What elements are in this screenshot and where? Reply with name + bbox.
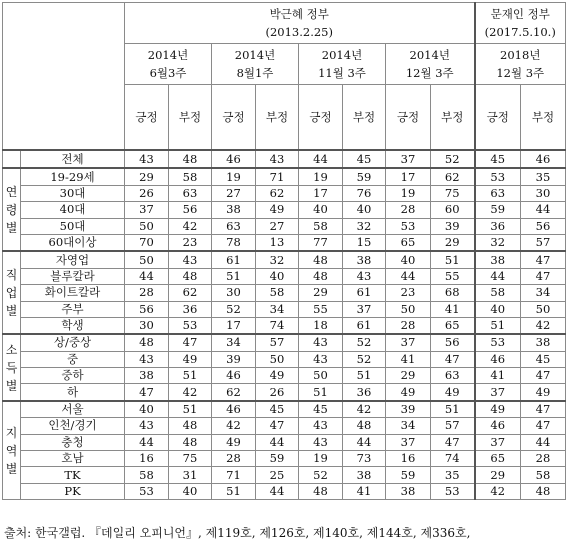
- negative-value: 49: [256, 202, 299, 218]
- gov-date: (2013.2.25): [265, 25, 333, 39]
- negative-value: 38: [343, 251, 386, 268]
- negative-value: 44: [256, 483, 299, 499]
- negative-value: 32: [343, 218, 386, 234]
- positive-value: 19: [299, 168, 343, 185]
- positive-value: 48: [125, 334, 169, 351]
- negative-value: 53: [431, 483, 475, 499]
- positive-value: 51: [475, 317, 521, 334]
- positive-value: 40: [386, 251, 431, 268]
- negative-value: 50: [521, 301, 566, 317]
- positive-value: 42: [475, 483, 521, 499]
- positive-value: 19: [212, 168, 256, 185]
- positive-value: 34: [212, 334, 256, 351]
- period-header: [386, 44, 475, 85]
- positive-value: 44: [475, 268, 521, 284]
- negative-value: 51: [343, 368, 386, 384]
- negative-value: 40: [343, 202, 386, 218]
- negative-value: 58: [521, 467, 566, 483]
- negative-value: 56: [169, 202, 212, 218]
- negative-value: 59: [343, 168, 386, 185]
- category-cell: 소 득 별: [3, 334, 21, 401]
- negative-value: 44: [343, 434, 386, 450]
- table-row: [3, 168, 566, 185]
- negative-value: 44: [521, 202, 566, 218]
- negative-value: 51: [431, 251, 475, 268]
- negative-value: 63: [431, 368, 475, 384]
- negative-value: 38: [343, 467, 386, 483]
- period-week: 12월 3주: [405, 66, 454, 80]
- category-cell: 지 역 별: [3, 401, 21, 500]
- gov-header-moon: [475, 3, 566, 44]
- negative-value: 36: [343, 384, 386, 401]
- negative-value: 63: [169, 185, 212, 201]
- positive-value: 19: [386, 185, 431, 201]
- row-label: 중: [21, 351, 125, 367]
- negative-value: 50: [256, 351, 299, 367]
- table-row: [3, 451, 566, 467]
- negative-value: 52: [431, 150, 475, 168]
- row-label: 블루칼라: [21, 268, 125, 284]
- positive-value: 65: [386, 234, 431, 251]
- negative-value: 58: [256, 285, 299, 301]
- negative-value: 73: [343, 451, 386, 467]
- positive-value: 48: [299, 251, 343, 268]
- negative-value: 56: [521, 218, 566, 234]
- negative-value: 57: [256, 334, 299, 351]
- positive-value: 43: [125, 351, 169, 367]
- period-header: [212, 44, 299, 85]
- negative-value: 47: [521, 368, 566, 384]
- negative-value: 49: [521, 384, 566, 401]
- positive-value: 49: [212, 434, 256, 450]
- negative-value: 47: [169, 334, 212, 351]
- negative-value: 48: [169, 150, 212, 168]
- row-label: 상/중상: [21, 334, 125, 351]
- negative-value: 47: [431, 434, 475, 450]
- row-label: 하: [21, 384, 125, 401]
- negative-value: 42: [169, 384, 212, 401]
- positive-value: 36: [475, 218, 521, 234]
- positive-value: 71: [212, 467, 256, 483]
- negative-value: 65: [431, 317, 475, 334]
- period-header: [299, 44, 386, 85]
- positive-value: 37: [386, 434, 431, 450]
- negative-value: 38: [521, 334, 566, 351]
- period-week: 11월 3주: [318, 66, 366, 80]
- period-header: [125, 44, 212, 85]
- negative-value: 31: [169, 467, 212, 483]
- row-label: 자영업: [21, 251, 125, 268]
- positive-value: 52: [212, 301, 256, 317]
- positive-value: 38: [475, 251, 521, 268]
- positive-value: 77: [299, 234, 343, 251]
- negative-value: 45: [521, 351, 566, 367]
- table-row: [3, 251, 566, 268]
- negative-value: 48: [169, 418, 212, 434]
- table-row: [3, 418, 566, 434]
- positive-value: 19: [299, 451, 343, 467]
- positive-value: 27: [212, 185, 256, 201]
- positive-value: 50: [386, 301, 431, 317]
- positive-value: 63: [212, 218, 256, 234]
- positive-value: 52: [299, 467, 343, 483]
- negative-value: 61: [343, 317, 386, 334]
- negative-value: 47: [256, 418, 299, 434]
- negative-value: 57: [431, 418, 475, 434]
- negative-value: 41: [343, 483, 386, 499]
- positive-value: 51: [299, 384, 343, 401]
- positive-value: 28: [212, 451, 256, 467]
- negative-value: 27: [256, 218, 299, 234]
- negative-value: 51: [431, 401, 475, 418]
- positive-value: 49: [475, 401, 521, 418]
- positive-value: 37: [475, 434, 521, 450]
- negative-value: 46: [521, 150, 566, 168]
- positive-value: 26: [125, 185, 169, 201]
- negative-value: 43: [256, 150, 299, 168]
- positive-value: 50: [125, 251, 169, 268]
- row-label: PK: [21, 483, 125, 499]
- negative-value: 62: [169, 285, 212, 301]
- negative-value: 35: [431, 467, 475, 483]
- period-year: 2014년: [321, 48, 363, 62]
- table-row: [3, 434, 566, 450]
- positive-value: 43: [125, 150, 169, 168]
- table-row: [3, 368, 566, 384]
- negative-value: 48: [169, 268, 212, 284]
- positive-value: 48: [299, 268, 343, 284]
- negative-value: 13: [256, 234, 299, 251]
- negative-value: 76: [343, 185, 386, 201]
- negative-value: 48: [169, 434, 212, 450]
- positive-value: 46: [212, 368, 256, 384]
- positive-value: 17: [299, 185, 343, 201]
- negative-value: 62: [431, 168, 475, 185]
- negative-value: 43: [343, 268, 386, 284]
- row-label: 전체: [21, 150, 125, 168]
- negative-value: 40: [169, 483, 212, 499]
- positive-header: 긍정: [475, 85, 521, 151]
- positive-value: 29: [125, 168, 169, 185]
- negative-value: 53: [169, 317, 212, 334]
- negative-value: 43: [169, 251, 212, 268]
- negative-value: 47: [521, 268, 566, 284]
- positive-value: 55: [299, 301, 343, 317]
- table-row: [3, 268, 566, 284]
- positive-value: 40: [299, 202, 343, 218]
- category-cell: 연 령 별: [3, 168, 21, 251]
- negative-value: 60: [431, 202, 475, 218]
- negative-value: 45: [343, 150, 386, 168]
- negative-value: 25: [256, 467, 299, 483]
- positive-value: 45: [475, 150, 521, 168]
- positive-value: 29: [299, 285, 343, 301]
- period-header: [475, 44, 566, 85]
- negative-value: 26: [256, 384, 299, 401]
- positive-value: 18: [299, 317, 343, 334]
- negative-value: 47: [521, 251, 566, 268]
- negative-value: 61: [343, 285, 386, 301]
- table-row: [3, 317, 566, 334]
- positive-value: 62: [212, 384, 256, 401]
- negative-value: 44: [256, 434, 299, 450]
- row-label: 30대: [21, 185, 125, 201]
- positive-value: 47: [125, 384, 169, 401]
- category-cell: 직 업 별: [3, 251, 21, 334]
- negative-value: 52: [343, 334, 386, 351]
- positive-header: 긍정: [386, 85, 431, 151]
- gov-header-park: [125, 3, 475, 44]
- negative-value: 71: [256, 168, 299, 185]
- negative-value: 74: [431, 451, 475, 467]
- negative-value: 62: [256, 185, 299, 201]
- period-year: 2014년: [409, 48, 450, 62]
- positive-value: 44: [386, 268, 431, 284]
- negative-value: 48: [343, 418, 386, 434]
- negative-value: 34: [256, 301, 299, 317]
- positive-value: 43: [299, 334, 343, 351]
- negative-value: 49: [431, 384, 475, 401]
- positive-value: 59: [386, 467, 431, 483]
- negative-value: 68: [431, 285, 475, 301]
- positive-value: 53: [475, 334, 521, 351]
- positive-value: 28: [386, 202, 431, 218]
- row-label: 중하: [21, 368, 125, 384]
- table-row: [3, 234, 566, 251]
- negative-value: 36: [169, 301, 212, 317]
- approval-table: [2, 2, 566, 500]
- negative-value: 51: [169, 368, 212, 384]
- table-row: [3, 301, 566, 317]
- positive-value: 43: [299, 418, 343, 434]
- table-row: [3, 334, 566, 351]
- table-row: [3, 401, 566, 418]
- negative-value: 49: [169, 351, 212, 367]
- row-label: 학생: [21, 317, 125, 334]
- positive-value: 43: [299, 351, 343, 367]
- table-row: [3, 202, 566, 218]
- period-week: 12월 3주: [496, 66, 545, 80]
- negative-value: 57: [521, 234, 566, 251]
- negative-header: 부정: [343, 85, 386, 151]
- positive-value: 38: [212, 202, 256, 218]
- positive-value: 51: [212, 268, 256, 284]
- table-container: [2, 2, 566, 500]
- negative-value: 42: [521, 317, 566, 334]
- positive-value: 58: [299, 218, 343, 234]
- period-week: 8월1주: [236, 66, 274, 80]
- positive-value: 53: [125, 483, 169, 499]
- positive-value: 56: [125, 301, 169, 317]
- negative-value: 75: [431, 185, 475, 201]
- negative-value: 58: [169, 168, 212, 185]
- positive-value: 65: [475, 451, 521, 467]
- positive-value: 78: [212, 234, 256, 251]
- negative-value: 49: [256, 368, 299, 384]
- positive-value: 17: [386, 168, 431, 185]
- positive-value: 44: [299, 150, 343, 168]
- period-week: 6월3주: [149, 66, 187, 80]
- table-row: [3, 351, 566, 367]
- positive-value: 38: [386, 483, 431, 499]
- period-year: 2018년: [500, 48, 541, 62]
- negative-value: 15: [343, 234, 386, 251]
- positive-value: 58: [475, 285, 521, 301]
- positive-value: 41: [386, 351, 431, 367]
- positive-value: 50: [299, 368, 343, 384]
- negative-value: 37: [343, 301, 386, 317]
- negative-value: 75: [169, 451, 212, 467]
- negative-value: 47: [521, 401, 566, 418]
- source-note: 출처: 한국갤럽. 『데일리 오피니언』, 제119호, 제126호, 제140호, 제144호, 제336호,: [4, 526, 471, 540]
- positive-value: 43: [299, 434, 343, 450]
- negative-value: 47: [521, 418, 566, 434]
- gov-date: (2017.5.10.): [484, 25, 556, 39]
- row-label: 40대: [21, 202, 125, 218]
- negative-value: 40: [256, 268, 299, 284]
- negative-value: 39: [431, 218, 475, 234]
- negative-value: 34: [521, 285, 566, 301]
- positive-value: 40: [125, 401, 169, 418]
- positive-value: 16: [125, 451, 169, 467]
- table-row: [3, 150, 566, 168]
- negative-header: 부정: [521, 85, 566, 151]
- category-cell: [3, 150, 21, 168]
- positive-value: 58: [125, 467, 169, 483]
- positive-value: 34: [386, 418, 431, 434]
- positive-value: 29: [475, 467, 521, 483]
- period-year: 2014년: [234, 48, 276, 62]
- negative-value: 42: [343, 401, 386, 418]
- negative-value: 47: [431, 351, 475, 367]
- positive-value: 30: [212, 285, 256, 301]
- positive-value: 59: [475, 202, 521, 218]
- positive-value: 51: [212, 483, 256, 499]
- table-row: [3, 218, 566, 234]
- positive-value: 44: [125, 268, 169, 284]
- row-label: 화이트칼라: [21, 285, 125, 301]
- positive-value: 16: [386, 451, 431, 467]
- positive-value: 28: [386, 317, 431, 334]
- positive-value: 37: [386, 334, 431, 351]
- positive-value: 40: [475, 301, 521, 317]
- corner-cell: [3, 3, 125, 151]
- row-label: 충청: [21, 434, 125, 450]
- row-label: 60대이상: [21, 234, 125, 251]
- row-label: TK: [21, 467, 125, 483]
- positive-value: 53: [475, 168, 521, 185]
- positive-value: 23: [386, 285, 431, 301]
- negative-value: 23: [169, 234, 212, 251]
- positive-value: 39: [386, 401, 431, 418]
- negative-value: 48: [521, 483, 566, 499]
- positive-value: 37: [386, 150, 431, 168]
- table-row: [3, 285, 566, 301]
- positive-header: 긍정: [212, 85, 256, 151]
- row-label: 주부: [21, 301, 125, 317]
- positive-value: 63: [475, 185, 521, 201]
- positive-header: 긍정: [299, 85, 343, 151]
- period-year: 2014년: [147, 48, 189, 62]
- negative-value: 59: [256, 451, 299, 467]
- positive-value: 70: [125, 234, 169, 251]
- negative-value: 55: [431, 268, 475, 284]
- negative-header: 부정: [431, 85, 475, 151]
- row-label: 50대: [21, 218, 125, 234]
- positive-value: 44: [125, 434, 169, 450]
- table-row: [3, 483, 566, 499]
- table-row: [3, 185, 566, 201]
- positive-value: 48: [299, 483, 343, 499]
- positive-value: 50: [125, 218, 169, 234]
- negative-header: 부정: [169, 85, 212, 151]
- negative-value: 56: [431, 334, 475, 351]
- row-label: 호남: [21, 451, 125, 467]
- positive-value: 46: [212, 401, 256, 418]
- negative-header: 부정: [256, 85, 299, 151]
- negative-value: 35: [521, 168, 566, 185]
- positive-value: 37: [125, 202, 169, 218]
- negative-value: 28: [521, 451, 566, 467]
- positive-value: 38: [125, 368, 169, 384]
- negative-value: 29: [431, 234, 475, 251]
- positive-value: 39: [212, 351, 256, 367]
- positive-value: 46: [212, 150, 256, 168]
- positive-value: 17: [212, 317, 256, 334]
- negative-value: 45: [256, 401, 299, 418]
- table-row: [3, 384, 566, 401]
- positive-value: 53: [386, 218, 431, 234]
- negative-value: 51: [169, 401, 212, 418]
- negative-value: 44: [521, 434, 566, 450]
- table-row: [3, 467, 566, 483]
- positive-value: 45: [299, 401, 343, 418]
- row-label: 서울: [21, 401, 125, 418]
- gov-name: 박근혜 정부: [269, 7, 329, 21]
- gov-name: 문재인 정부: [490, 7, 550, 21]
- row-label: 19-29세: [21, 168, 125, 185]
- negative-value: 74: [256, 317, 299, 334]
- negative-value: 30: [521, 185, 566, 201]
- negative-value: 32: [256, 251, 299, 268]
- positive-value: 30: [125, 317, 169, 334]
- positive-value: 37: [475, 384, 521, 401]
- positive-value: 42: [212, 418, 256, 434]
- positive-value: 28: [125, 285, 169, 301]
- row-label: 인천/경기: [21, 418, 125, 434]
- positive-value: 49: [386, 384, 431, 401]
- positive-value: 41: [475, 368, 521, 384]
- negative-value: 41: [431, 301, 475, 317]
- positive-value: 46: [475, 351, 521, 367]
- negative-value: 52: [343, 351, 386, 367]
- positive-header: 긍정: [125, 85, 169, 151]
- negative-value: 42: [169, 218, 212, 234]
- positive-value: 32: [475, 234, 521, 251]
- positive-value: 29: [386, 368, 431, 384]
- positive-value: 46: [475, 418, 521, 434]
- positive-value: 43: [125, 418, 169, 434]
- positive-value: 61: [212, 251, 256, 268]
